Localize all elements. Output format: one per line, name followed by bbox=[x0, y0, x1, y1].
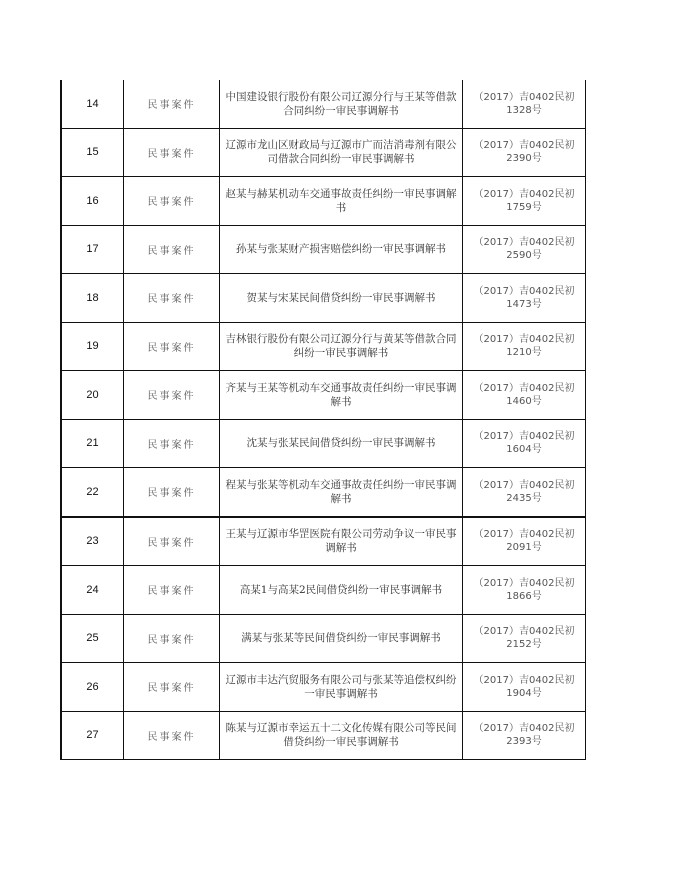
case-number-cell: 25 bbox=[61, 614, 124, 663]
case-type-cell: 民事案件 bbox=[124, 517, 220, 566]
table-row bbox=[61, 274, 586, 323]
case-reference-cell bbox=[463, 419, 586, 468]
reference-line-2: 1328号 bbox=[506, 104, 542, 116]
case-type-cell: 民事案件 bbox=[124, 80, 220, 128]
reference-line-1: （2017）吉0402民初 bbox=[473, 382, 575, 394]
case-reference-cell bbox=[463, 663, 586, 712]
case-number-cell: 18 bbox=[61, 274, 124, 323]
reference-line-2: 1904号 bbox=[506, 687, 542, 699]
case-number-cell: 23 bbox=[61, 517, 124, 566]
case-number-cell: 15 bbox=[61, 128, 124, 177]
table-row bbox=[61, 711, 586, 760]
case-type-cell: 民事案件 bbox=[124, 177, 220, 226]
case-title-cell: 陈某与辽源市幸运五十二文化传媒有限公司等民间借贷纠纷一审民事调解书 bbox=[220, 711, 463, 760]
table-row bbox=[61, 80, 586, 128]
reference-line-1: （2017）吉0402民初 bbox=[473, 334, 575, 346]
case-title-cell: 赵某与赫某机动车交通事故责任纠纷一审民事调解书 bbox=[220, 177, 463, 226]
case-reference-cell bbox=[463, 225, 586, 274]
reference-line-2: 1759号 bbox=[506, 201, 542, 213]
reference-line-2: 1866号 bbox=[506, 590, 542, 602]
case-type-cell: 民事案件 bbox=[124, 419, 220, 468]
case-title-cell: 贺某与宋某民间借贷纠纷一审民事调解书 bbox=[220, 274, 463, 323]
case-reference-cell bbox=[463, 274, 586, 323]
table-row bbox=[61, 517, 586, 566]
case-type-cell: 民事案件 bbox=[124, 322, 220, 371]
table-row bbox=[61, 128, 586, 177]
table-row bbox=[61, 614, 586, 663]
case-title-cell: 吉林银行股份有限公司辽源分行与黄某等借款合同纠纷一审民事调解书 bbox=[220, 322, 463, 371]
case-type-cell: 民事案件 bbox=[124, 711, 220, 760]
case-number-cell: 22 bbox=[61, 468, 124, 517]
case-title-cell: 辽源市龙山区财政局与辽源市广而洁消毒剂有限公司借款合同纠纷一审民事调解书 bbox=[220, 128, 463, 177]
reference-line-1: （2017）吉0402民初 bbox=[473, 479, 575, 491]
reference-line-1: （2017）吉0402民初 bbox=[473, 577, 575, 589]
reference-line-2: 2152号 bbox=[506, 639, 542, 651]
case-type-cell: 民事案件 bbox=[124, 566, 220, 615]
case-number-cell: 20 bbox=[61, 371, 124, 420]
reference-line-1: （2017）吉0402民初 bbox=[473, 188, 575, 200]
case-reference-cell bbox=[463, 711, 586, 760]
reference-line-2: 1210号 bbox=[506, 347, 542, 359]
case-title-cell: 满某与张某等民间借贷纠纷一审民事调解书 bbox=[220, 614, 463, 663]
case-number-cell: 27 bbox=[61, 711, 124, 760]
case-reference-cell bbox=[463, 322, 586, 371]
case-number-cell: 24 bbox=[61, 566, 124, 615]
reference-line-1: （2017）吉0402民初 bbox=[473, 237, 575, 249]
case-title-cell: 王某与辽源市华罡医院有限公司劳动争议一审民事调解书 bbox=[220, 517, 463, 566]
case-reference-cell bbox=[463, 468, 586, 517]
table-row bbox=[61, 177, 586, 226]
case-reference-cell bbox=[463, 371, 586, 420]
case-title-cell: 齐某与王某等机动车交通事故责任纠纷一审民事调解书 bbox=[220, 371, 463, 420]
case-type-cell: 民事案件 bbox=[124, 128, 220, 177]
case-number-cell: 16 bbox=[61, 177, 124, 226]
case-reference-cell bbox=[463, 566, 586, 615]
reference-line-1: （2017）吉0402民初 bbox=[473, 91, 575, 103]
case-type-cell: 民事案件 bbox=[124, 225, 220, 274]
case-type-cell: 民事案件 bbox=[124, 663, 220, 712]
reference-line-2: 2590号 bbox=[506, 250, 542, 262]
reference-line-2: 1604号 bbox=[506, 444, 542, 456]
table-row bbox=[61, 419, 586, 468]
case-title-cell: 高某1与高某2民间借贷纠纷一审民事调解书 bbox=[220, 566, 463, 615]
reference-line-2: 2435号 bbox=[506, 492, 542, 504]
table-row bbox=[61, 371, 586, 420]
table-row bbox=[61, 663, 586, 712]
case-number-cell: 17 bbox=[61, 225, 124, 274]
case-type-cell: 民事案件 bbox=[124, 274, 220, 323]
case-number-cell: 21 bbox=[61, 419, 124, 468]
case-reference-cell bbox=[463, 517, 586, 566]
reference-line-1: （2017）吉0402民初 bbox=[473, 529, 575, 541]
case-number-cell: 26 bbox=[61, 663, 124, 712]
table-row bbox=[61, 468, 586, 517]
reference-line-2: 2393号 bbox=[506, 736, 542, 748]
case-title-cell: 沈某与张某民间借贷纠纷一审民事调解书 bbox=[220, 419, 463, 468]
reference-line-1: （2017）吉0402民初 bbox=[473, 674, 575, 686]
case-number-cell: 14 bbox=[61, 80, 124, 128]
reference-line-1: （2017）吉0402民初 bbox=[473, 140, 575, 152]
case-table-body bbox=[61, 80, 586, 760]
case-type-cell: 民事案件 bbox=[124, 371, 220, 420]
case-number-cell: 19 bbox=[61, 322, 124, 371]
reference-line-1: （2017）吉0402民初 bbox=[473, 626, 575, 638]
case-type-cell: 民事案件 bbox=[124, 614, 220, 663]
case-table bbox=[60, 80, 586, 760]
case-title-cell: 程某与张某等机动车交通事故责任纠纷一审民事调解书 bbox=[220, 468, 463, 517]
reference-line-1: （2017）吉0402民初 bbox=[473, 723, 575, 735]
reference-line-2: 2091号 bbox=[506, 542, 542, 554]
table-row bbox=[61, 225, 586, 274]
reference-line-1: （2017）吉0402民初 bbox=[473, 285, 575, 297]
reference-line-1: （2017）吉0402民初 bbox=[473, 431, 575, 443]
reference-line-2: 2390号 bbox=[506, 153, 542, 165]
table-row bbox=[61, 566, 586, 615]
case-title-cell: 中国建设银行股份有限公司辽源分行与王某等借款合同纠纷一审民事调解书 bbox=[220, 80, 463, 128]
case-type-cell: 民事案件 bbox=[124, 468, 220, 517]
case-reference-cell bbox=[463, 80, 586, 128]
table-row bbox=[61, 322, 586, 371]
case-title-cell: 孙某与张某财产损害赔偿纠纷一审民事调解书 bbox=[220, 225, 463, 274]
case-reference-cell bbox=[463, 177, 586, 226]
reference-line-2: 1473号 bbox=[506, 298, 542, 310]
case-reference-cell bbox=[463, 128, 586, 177]
case-title-cell: 辽源市丰达汽贸服务有限公司与张某等追偿权纠纷一审民事调解书 bbox=[220, 663, 463, 712]
case-reference-cell bbox=[463, 614, 586, 663]
reference-line-2: 1460号 bbox=[506, 395, 542, 407]
